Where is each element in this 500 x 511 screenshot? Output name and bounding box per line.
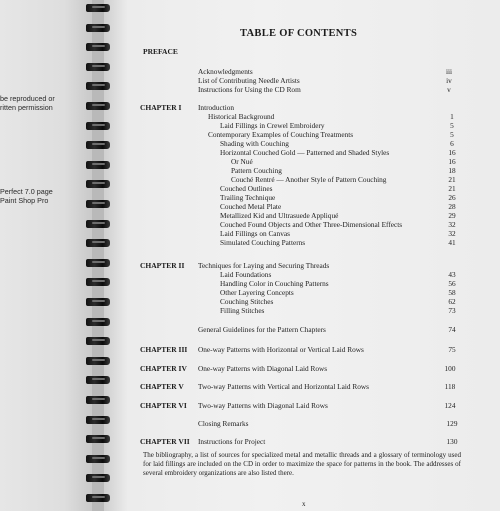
spiral-coil xyxy=(86,239,110,247)
spiral-coil xyxy=(86,298,110,306)
spiral-coil xyxy=(86,63,110,71)
spiral-coil xyxy=(86,200,110,208)
toc-entry: List of Contributing Needle Artists xyxy=(198,76,300,85)
spiral-coil xyxy=(86,337,110,345)
toc-page-number: 18 xyxy=(448,166,456,175)
toc-entry: Acknowledgments xyxy=(198,67,253,76)
spiral-coil xyxy=(86,141,110,149)
toc-page-number: 29 xyxy=(448,211,456,220)
spiral-coil xyxy=(86,494,110,502)
chapter-title: Introduction xyxy=(198,103,235,112)
left-page-line: Perfect 7.0 page xyxy=(0,187,53,196)
toc-page-number: 118 xyxy=(444,382,456,391)
toc-page-number: 6 xyxy=(450,139,454,148)
toc-page-number: 5 xyxy=(450,130,454,139)
toc-page-number: 32 xyxy=(448,229,456,238)
chapter-title: Techniques for Laying and Securing Threads xyxy=(198,261,330,270)
right-page xyxy=(104,0,500,511)
spiral-coil xyxy=(86,396,110,404)
chapter-label: CHAPTER V xyxy=(140,382,184,391)
toc-page-number: 129 xyxy=(446,419,458,428)
toc-entry: Couched Outlines xyxy=(220,184,273,193)
spiral-coil xyxy=(86,4,110,12)
toc-entry: Couching Stitches xyxy=(220,297,274,306)
chapter-label: CHAPTER I xyxy=(140,103,182,112)
toc-entry: Laid Fillings on Canvas xyxy=(220,229,290,238)
spiral-coil xyxy=(86,435,110,443)
chapter-title: One-way Patterns with Horizontal or Vertical Laid Rows xyxy=(198,345,364,354)
toc-entry: Historical Background xyxy=(208,112,275,121)
spiral-coil xyxy=(86,180,110,188)
toc-page-number: v xyxy=(447,85,451,94)
toc-page-number: 56 xyxy=(448,279,456,288)
toc-page-number: 62 xyxy=(448,297,456,306)
spiral-coil xyxy=(86,122,110,130)
toc-entry: Couched Metal Plate xyxy=(220,202,282,211)
spiral-coil xyxy=(86,259,110,267)
toc-page-number: 26 xyxy=(448,193,456,202)
toc-page-number: iii xyxy=(445,67,453,76)
toc-page-number: 28 xyxy=(448,202,456,211)
left-page-line: be reproduced or xyxy=(0,94,55,103)
spiral-coil xyxy=(86,455,110,463)
bibliography-note: The bibliography, a list of sources for specialized metal and metallic threads and a glossary of terminology used for laid fillings are included on the CD in order to maximize the space for patterns in the book. The addresses of several embroidery organizations are also listed there. xyxy=(143,451,461,477)
toc-page-number: 75 xyxy=(448,345,456,354)
toc-page-number: 41 xyxy=(448,238,456,247)
left-page-line: ritten permission xyxy=(0,103,53,112)
spiral-coil xyxy=(86,24,110,32)
toc-entry: General Guidelines for the Pattern Chapters xyxy=(198,325,326,334)
spiral-coil xyxy=(86,318,110,326)
toc-page-number: 43 xyxy=(448,270,456,279)
toc-entry: Or Nué xyxy=(231,157,253,166)
toc-page-number: 16 xyxy=(448,148,456,157)
chapter-label: CHAPTER VI xyxy=(140,401,187,410)
toc-entry: Instructions for Using the CD Rom xyxy=(198,85,301,94)
preface-heading: PREFACE xyxy=(143,47,178,56)
spiral-coil xyxy=(86,376,110,384)
toc-entry: Laid Fillings in Crewel Embroidery xyxy=(220,121,325,130)
toc-entry: Shading with Couching xyxy=(220,139,289,148)
spiral-coil xyxy=(86,102,110,110)
toc-page-number: 73 xyxy=(448,306,456,315)
toc-entry: Filling Stitches xyxy=(220,306,265,315)
page-title: TABLE OF CONTENTS xyxy=(240,28,358,39)
toc-page-number: 124 xyxy=(444,401,456,410)
toc-page-number: 100 xyxy=(444,364,456,373)
toc-page-number: 58 xyxy=(448,288,456,297)
chapter-label: CHAPTER VII xyxy=(140,437,190,446)
toc-page-number: 1 xyxy=(450,112,454,121)
chapter-label: CHAPTER III xyxy=(140,345,188,354)
spiral-coil xyxy=(86,357,110,365)
toc-entry: Couché Rentré — Another Style of Pattern Couching xyxy=(231,175,387,184)
spiral-coil xyxy=(86,416,110,424)
toc-entry: Couched Found Objects and Other Three-Dimensional Effects xyxy=(220,220,403,229)
chapter-title: Two-way Patterns with Diagonal Laid Rows xyxy=(198,401,328,410)
toc-entry: Other Layering Concepts xyxy=(220,288,294,297)
chapter-title: One-way Patterns with Diagonal Laid Rows xyxy=(198,364,328,373)
toc-entry: Closing Remarks xyxy=(198,419,249,428)
toc-entry: Laid Foundations xyxy=(220,270,272,279)
toc-entry: Handling Color in Couching Patterns xyxy=(220,279,329,288)
toc-entry: Metallized Kid and Ultrasuede Appliqué xyxy=(220,211,339,220)
toc-entry: Simulated Couching Patterns xyxy=(220,238,306,247)
toc-entry: Horizontal Couched Gold — Patterned and Shaded Styles xyxy=(220,148,390,157)
chapter-title: Instructions for Project xyxy=(198,437,266,446)
chapter-label: CHAPTER IV xyxy=(140,364,187,373)
spiral-coil xyxy=(86,278,110,286)
toc-page-number: 130 xyxy=(446,437,458,446)
toc-page-number: 32 xyxy=(448,220,456,229)
left-page-line: Paint Shop Pro xyxy=(0,196,49,205)
left-page xyxy=(0,0,92,511)
spiral-coil xyxy=(86,82,110,90)
spiral-coil xyxy=(86,161,110,169)
toc-page-number: 74 xyxy=(448,325,456,334)
toc-page-number: 5 xyxy=(450,121,454,130)
spiral-binding xyxy=(86,0,112,511)
spiral-coil xyxy=(86,474,110,482)
chapter-label: CHAPTER II xyxy=(140,261,185,270)
toc-page-number: iv xyxy=(446,76,452,85)
page-folio: x xyxy=(302,500,306,508)
toc-page-number: 21 xyxy=(448,175,456,184)
toc-page-number: 21 xyxy=(448,184,456,193)
chapter-title: Two-way Patterns with Vertical and Horizontal Laid Rows xyxy=(198,382,369,391)
toc-entry: Trailing Technique xyxy=(220,193,276,202)
spiral-coil xyxy=(86,220,110,228)
toc-page-number: 16 xyxy=(448,157,456,166)
spiral-coil xyxy=(86,43,110,51)
toc-entry: Contemporary Examples of Couching Treatments xyxy=(208,130,354,139)
toc-entry: Pattern Couching xyxy=(231,166,282,175)
